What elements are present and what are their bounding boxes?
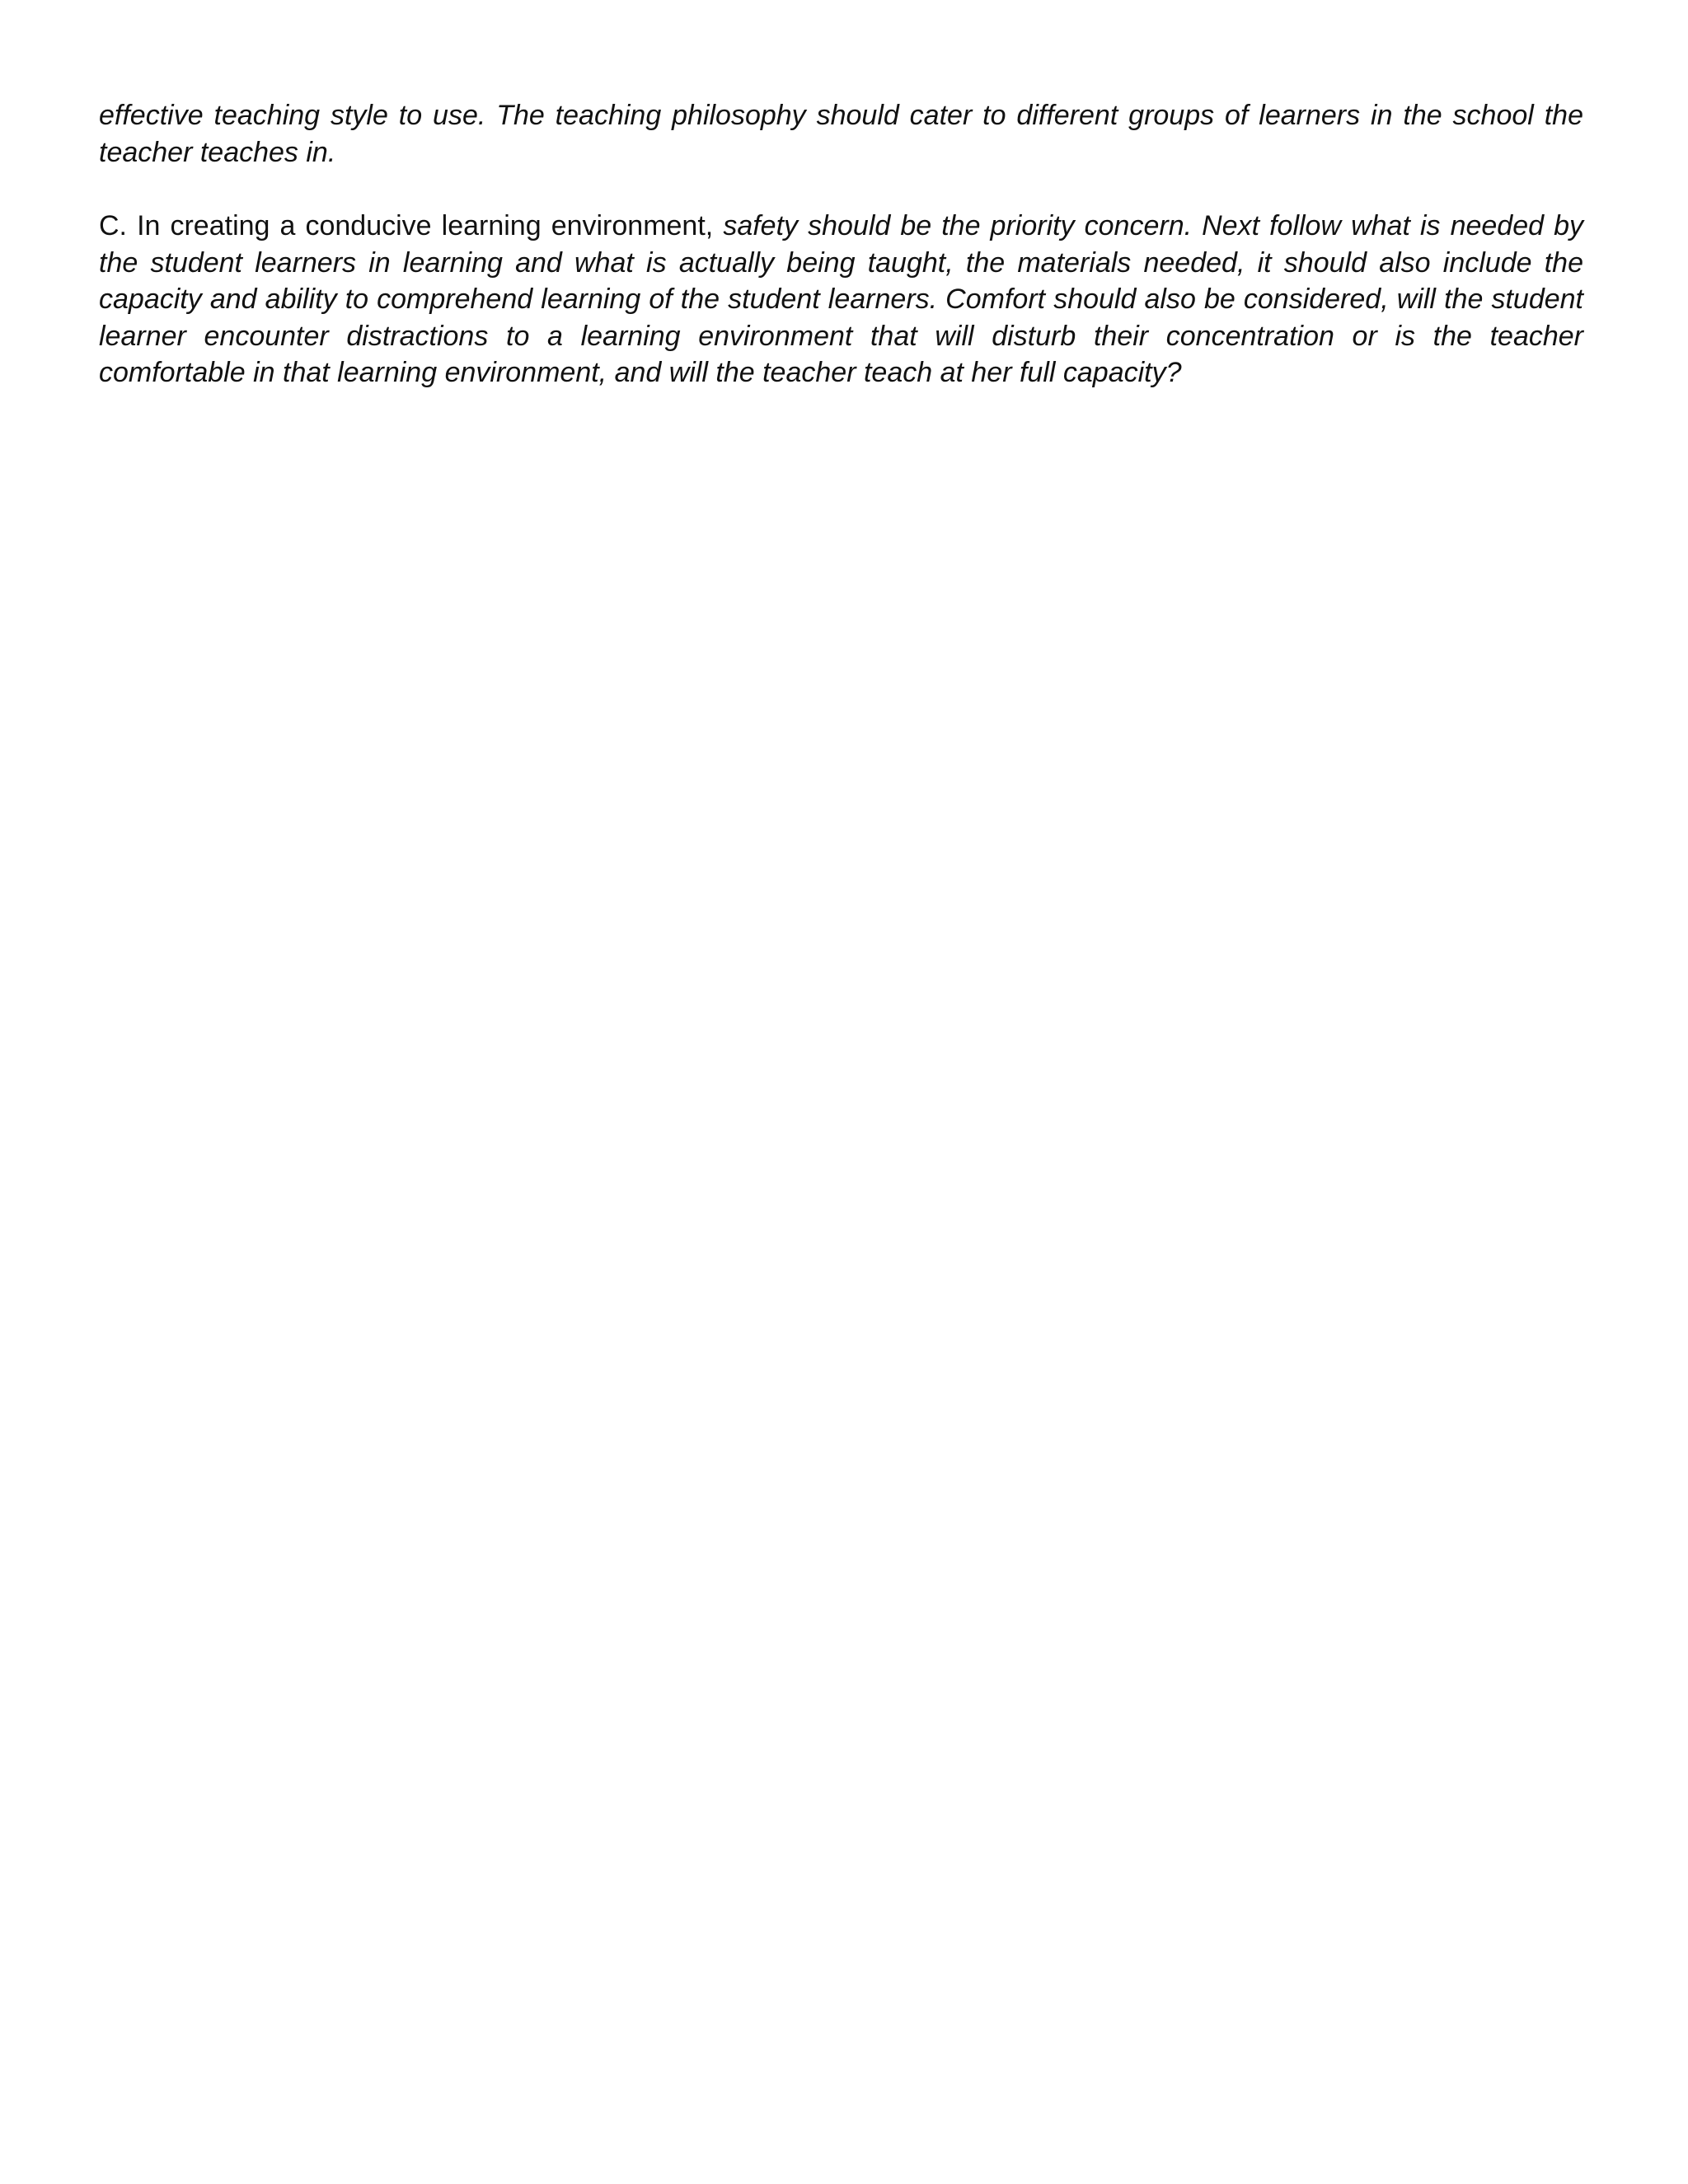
section-c-lead: C. In creating a conducive learning environment, xyxy=(99,210,724,241)
paragraph-text: effective teaching style to use. The teaching philosophy should cater to different groups of learners in the school the teacher teaches in. xyxy=(99,100,1583,168)
section-c-text: safety should be the priority concern. Next follow what is needed by the student learners in learning and what is actually being taught, the materials needed, it should also include the capacity and ability to comprehend learning of the student learners. Comfort should also be considered, will the student learner encounter distractions to a learning environment that will disturb their concentration or is the teacher comfortable in that learning environment, and will the teacher teach at her full capacity? xyxy=(99,210,1584,388)
paragraph-continuation xyxy=(99,97,1583,171)
paragraph-section-c xyxy=(99,208,1583,391)
